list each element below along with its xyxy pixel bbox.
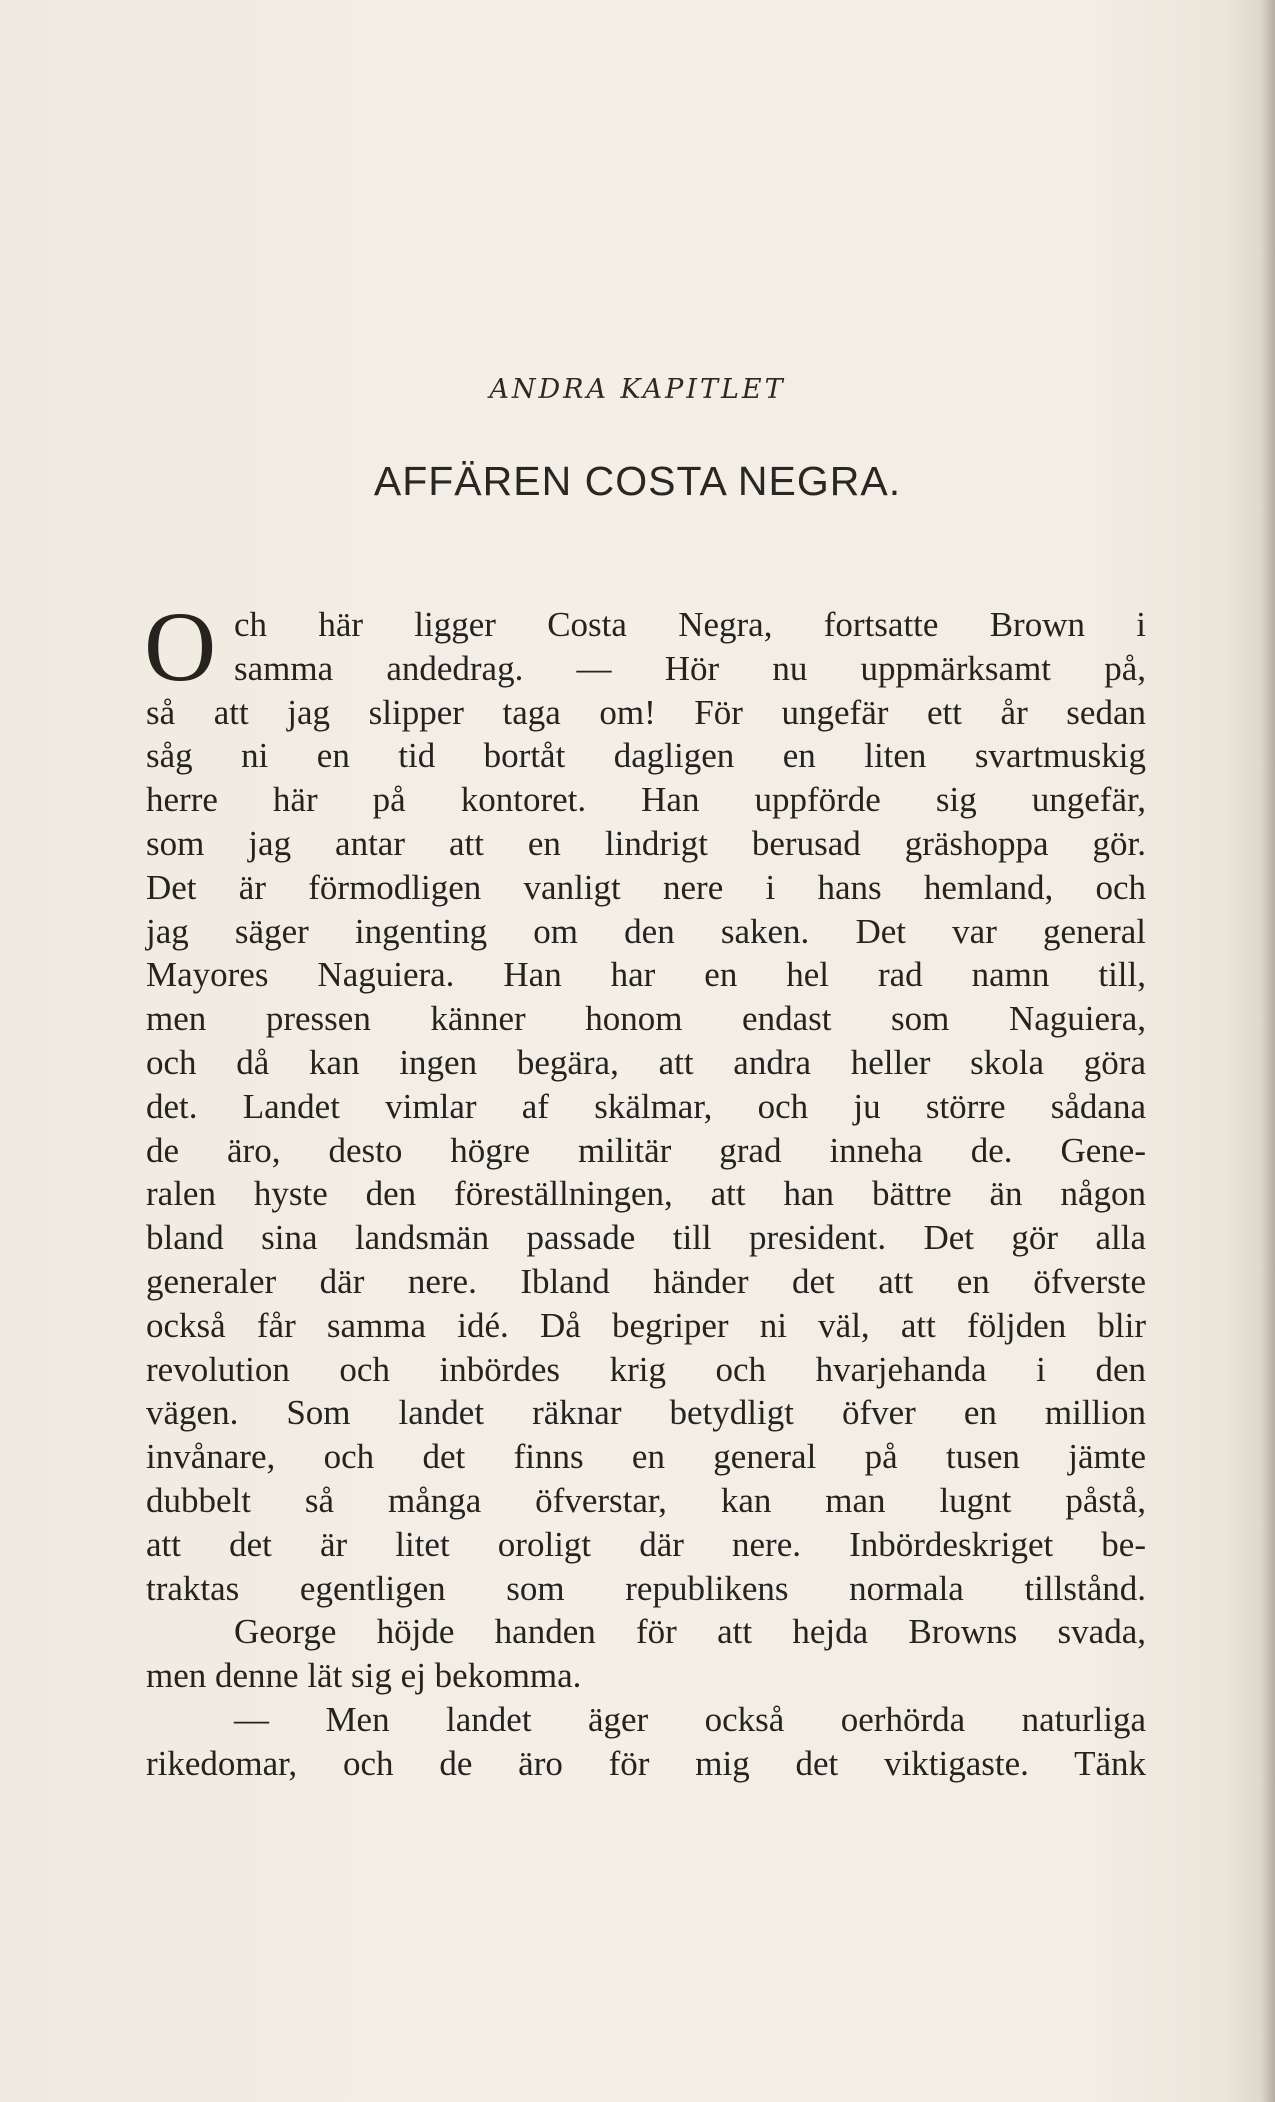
text-line: revolution och inbördes krig och hvarjehanda i den (146, 1349, 1146, 1389)
text-line: ch här ligger Costa Negra, fortsatte Brown i (234, 605, 1146, 644)
paragraph-george (146, 1610, 1146, 1698)
paragraph-dialogue (146, 1698, 1146, 1786)
text-line: det. Landet vimlar af skälmar, och ju större sådana (146, 1086, 1146, 1126)
text-line: Det är förmodligen vanligt nere i hans hemland, och (146, 867, 1146, 907)
text-line: rikedomar, och de äro för mig det viktigaste. Tänk (146, 1743, 1146, 1783)
text-line: vägen. Som landet räknar betydligt öfver en million (146, 1393, 1146, 1433)
text-line: — Men landet äger också oerhörda naturliga (234, 1699, 1146, 1739)
chapter-title: AFFÄREN COSTA NEGRA. (373, 458, 902, 504)
text-line: herre här på kontoret. Han uppförde sig ungefär, (146, 780, 1146, 820)
text-line: men denne lät sig ej bekomma. (146, 1656, 582, 1696)
text-line: jag säger ingenting om den saken. Det var general (146, 911, 1146, 951)
text-line: också får samma idé. Då begriper ni väl, att följden blir (146, 1305, 1146, 1345)
text-line: Mayores Naguiera. Han har en hel rad namn till, (146, 955, 1146, 995)
text-line: såg ni en tid bortåt dagligen en liten svartmuskig (146, 736, 1146, 776)
text-line: invånare, och det finns en general på tusen jämte (146, 1437, 1146, 1477)
text-line: George höjde handen för att hejda Browns svada, (234, 1612, 1146, 1652)
text-line: och då kan ingen begära, att andra heller skola göra (146, 1042, 1146, 1082)
text-line: men pressen känner honom endast som Naguiera, (146, 999, 1146, 1039)
text-line: dubbelt så många öfverstar, kan man lugnt påstå, (146, 1480, 1146, 1520)
text-line: generaler där nere. Ibland händer det att en öfverste (146, 1261, 1146, 1301)
drop-cap: O (144, 591, 217, 702)
text-line: ralen hyste den föreställningen, att han bättre än någon (146, 1174, 1146, 1214)
opening-paragraph (144, 591, 1146, 1610)
text-line: traktas egentligen som republikens normala tillstånd. (146, 1568, 1146, 1608)
text-line: samma andedrag. — Hör nu uppmärksamt på, (234, 648, 1146, 688)
opening-lines (146, 603, 1146, 691)
page-edge-shadow (1261, 0, 1275, 2102)
body-text (144, 591, 1146, 1786)
text-line: att det är litet oroligt där nere. Inbördeskriget be- (146, 1524, 1146, 1564)
text-line: som jag antar att en lindrigt berusad gräshoppa gör. (146, 823, 1146, 863)
text-line: bland sina landsmän passade till president. Det gör alla (146, 1218, 1146, 1258)
text-line: de äro, desto högre militär grad inneha de. Gene- (146, 1130, 1146, 1170)
chapter-heading: ANDRA KAPITLET (489, 374, 786, 405)
text-line: så att jag slipper taga om! För ungefär ett år sedan (146, 692, 1146, 732)
